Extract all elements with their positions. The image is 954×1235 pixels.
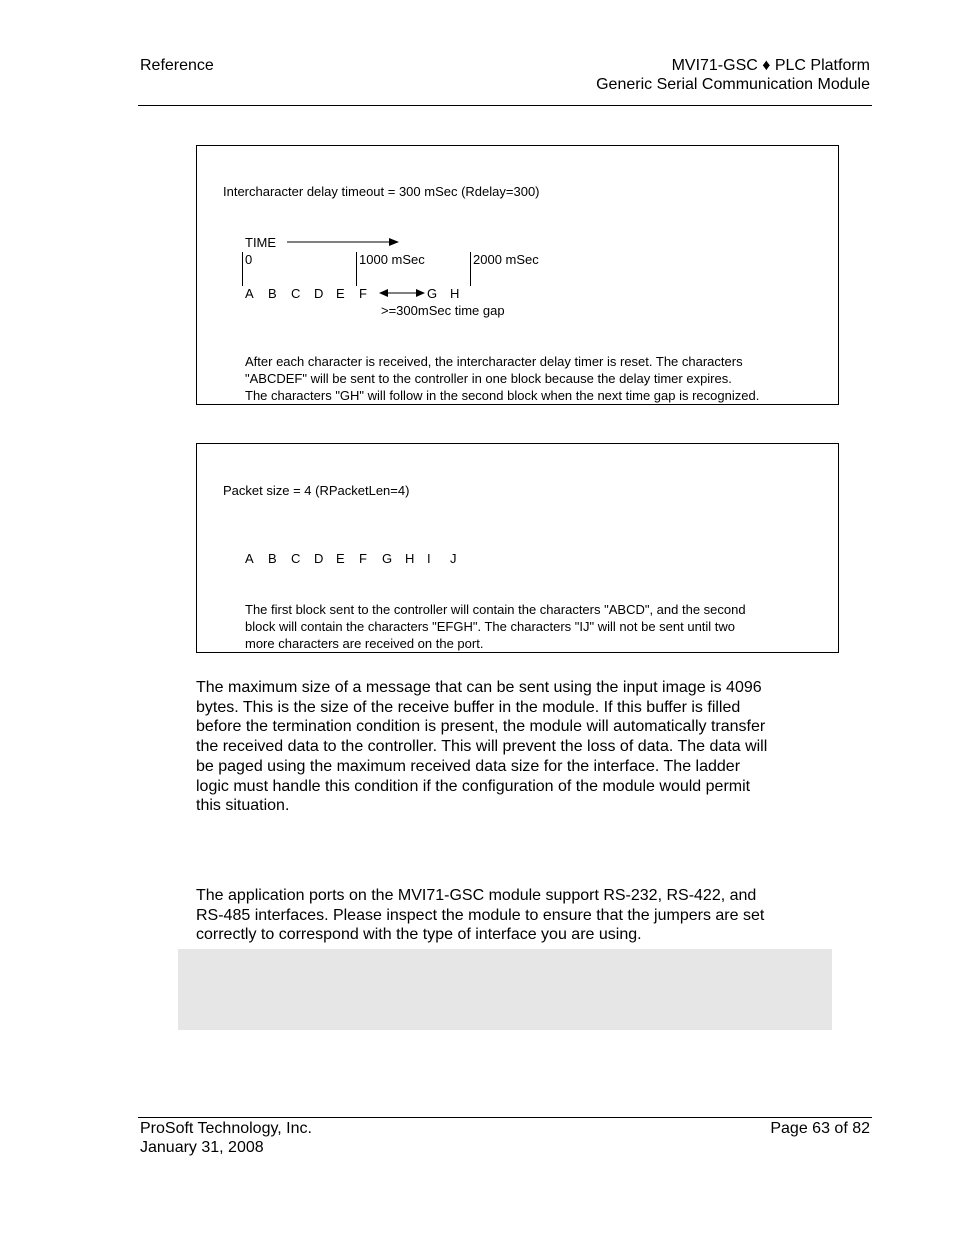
- char-g: G: [427, 286, 438, 301]
- paragraph-line: bytes. This is the size of the receive buffer in the module. If this buffer is filled: [196, 698, 741, 716]
- paragraph-line: The maximum size of a message that can be sent using the input image is 4096: [196, 679, 762, 696]
- tick-label-1000: 1000 mSec: [359, 252, 425, 267]
- packet-char-j: J: [450, 551, 457, 566]
- header-module-name: Generic Serial Communication Module: [596, 76, 870, 93]
- paragraph-line: before the termination condition is present, the module will automatically transfer: [196, 718, 766, 736]
- time-gap-label: >=300mSec time gap: [381, 303, 505, 318]
- packet-char-e: E: [336, 551, 345, 566]
- figure2-title: Packet size = 4 (RPacketLen=4): [223, 483, 410, 498]
- tick-2000: [470, 252, 471, 286]
- footer-page-number: Page 63 of 82: [770, 1120, 870, 1137]
- figure1-caption-line: The characters "GH" will follow in the second block when the next time gap is recognized.: [245, 388, 760, 403]
- shaded-note-box: [178, 949, 832, 1030]
- tick-label-0: 0: [245, 252, 253, 267]
- tick-label-2000: 2000 mSec: [473, 252, 539, 267]
- packet-char-f: F: [359, 551, 367, 566]
- paragraph-buffer-size: [196, 678, 826, 816]
- figure1-caption-line: "ABCDEF" will be sent to the controller in one block because the delay timer expires.: [245, 371, 732, 386]
- paragraph-line: correctly to correspond with the type of interface you are using.: [196, 926, 642, 944]
- figure2-caption-line: The first block sent to the controller will contain the characters "ABCD", and the second: [245, 602, 746, 617]
- char-a: A: [245, 286, 254, 301]
- char-d: D: [314, 286, 324, 301]
- paragraph-line: be paged using the maximum received data size for the interface. The ladder: [196, 757, 741, 775]
- packet-char-i: I: [427, 551, 431, 566]
- packet-char-h: H: [405, 551, 415, 566]
- figure2-caption-line: more characters are received on the port.: [245, 636, 484, 651]
- packet-char-b: B: [268, 551, 277, 566]
- figure-packet-size: [196, 443, 839, 653]
- figure2-caption-line: block will contain the characters "EFGH". The characters "IJ" will not be sent until two: [245, 619, 736, 634]
- paragraph-line: The application ports on the MVI71-GSC module support RS-232, RS-422, and: [196, 887, 757, 904]
- char-h: H: [450, 286, 460, 301]
- paragraph-line: logic must handle this condition if the configuration of the module would permit: [196, 777, 751, 795]
- header-section-title: Reference: [140, 57, 214, 74]
- time-label: TIME: [245, 235, 277, 250]
- figure1-caption-line: After each character is received, the intercharacter delay timer is reset. The characters: [245, 354, 743, 369]
- footer-date: January 31, 2008: [140, 1139, 264, 1156]
- paragraph-line: RS-485 interfaces. Please inspect the module to ensure that the jumpers are set: [196, 906, 765, 924]
- char-e: E: [336, 286, 345, 301]
- char-b: B: [268, 286, 277, 301]
- footer-rule: [138, 1117, 872, 1118]
- char-c: C: [291, 286, 301, 301]
- tick-1000: [356, 252, 357, 286]
- packet-char-c: C: [291, 551, 301, 566]
- header-product-line: MVI71-GSC ♦ PLC Platform: [671, 57, 870, 74]
- figure1-title: Intercharacter delay timeout = 300 mSec (Rdelay=300): [223, 184, 540, 199]
- tick-0: [242, 252, 243, 286]
- figure-intercharacter-delay: [196, 145, 839, 405]
- packet-char-g: G: [382, 551, 393, 566]
- footer-company: ProSoft Technology, Inc.: [140, 1120, 312, 1137]
- paragraph-interfaces: [196, 886, 826, 945]
- header-rule: [138, 105, 872, 106]
- packet-char-d: D: [314, 551, 324, 566]
- paragraph-line: the received data to the controller. This will prevent the loss of data. The data will: [196, 738, 768, 756]
- gap-double-arrow-icon: [378, 287, 426, 299]
- paragraph-line: this situation.: [196, 797, 290, 815]
- packet-char-a: A: [245, 551, 254, 566]
- time-arrow-icon: [285, 236, 403, 248]
- char-f: F: [359, 286, 367, 301]
